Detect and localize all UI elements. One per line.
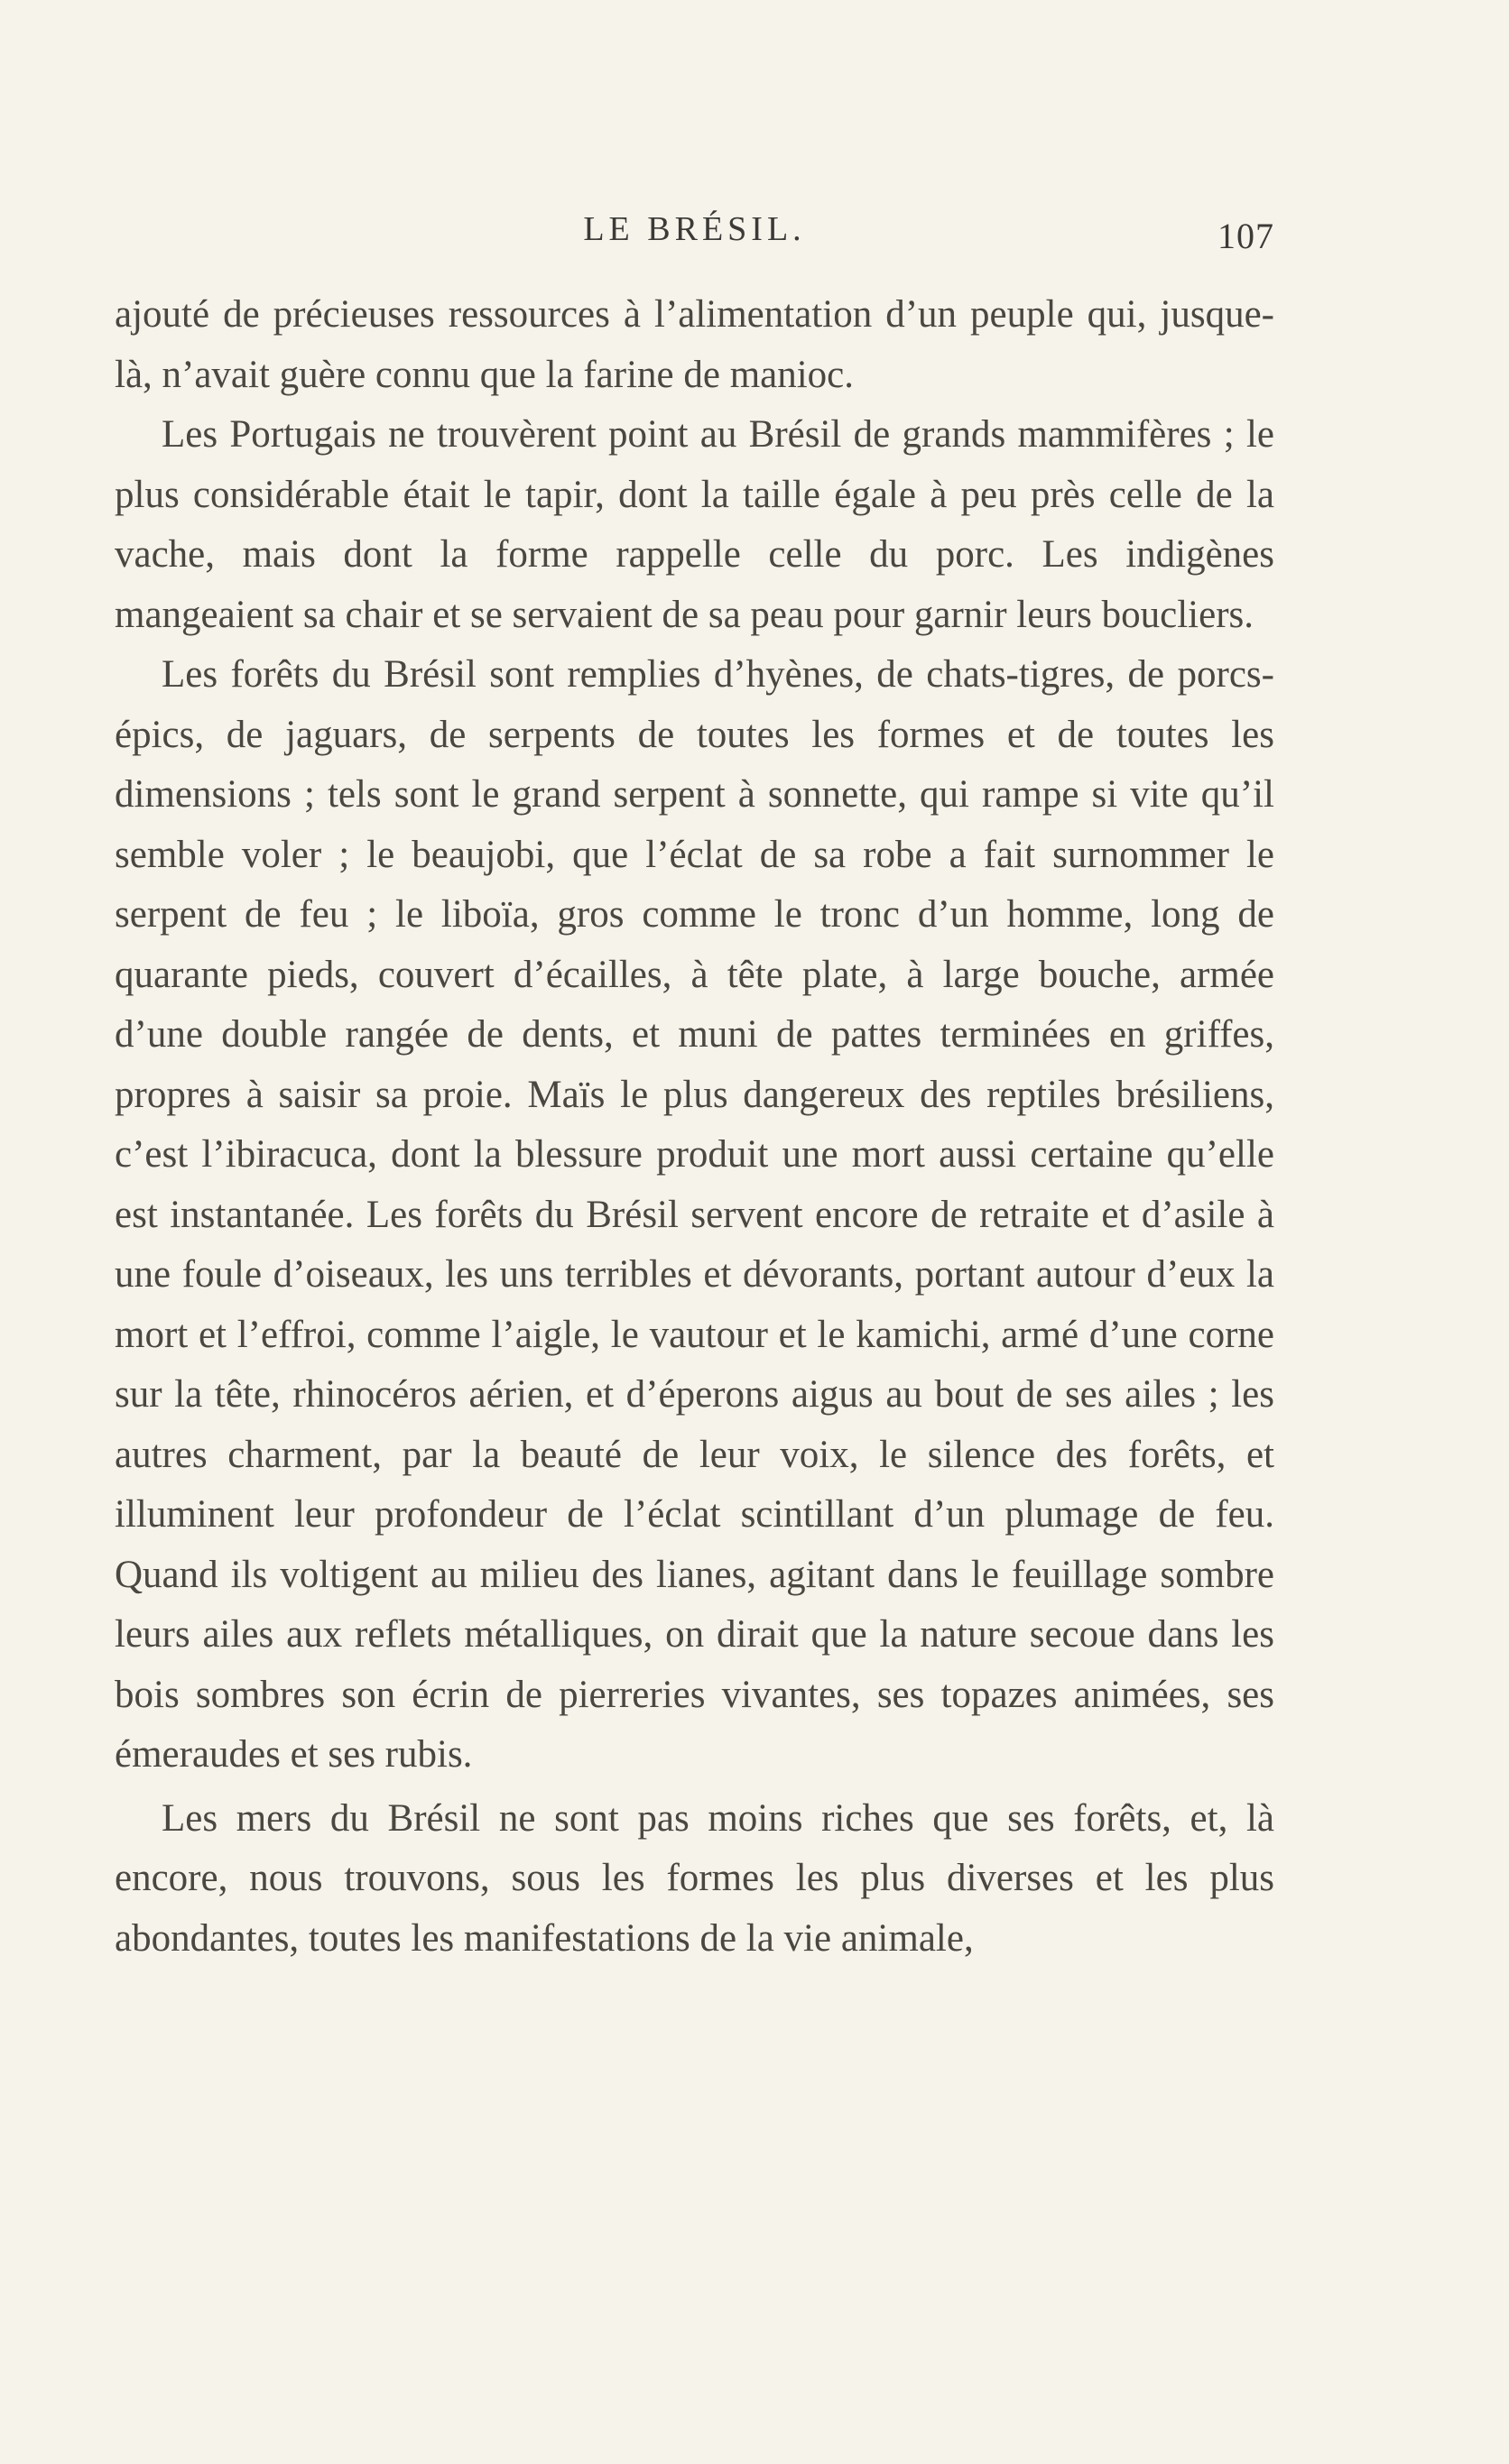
- paragraph-forests: Les forêts du Brésil sont remplies d’hyènes, de chats-tigres, de porcs-épics, de jaguars, de serpents de toutes les formes et de toutes les dimensions ; tels sont le grand serpent à sonnette, qui rampe si vite qu’il semble voler ; le beaujobi, que l’éclat de sa robe a fait surnommer le serpent de feu ; le liboïa, gros comme le tronc d’un homme, long de quarante pieds, couvert d’écailles, à tête plate, à large bouche, armée d’une double rangée de dents, et muni de pattes terminées en griffes, propres à saisir sa proie. Maïs le plus dangereux des reptiles brésiliens, c’est l’ibiracuca, dont la blessure produit une mort aussi certaine qu’elle est instantanée. Les forêts du Brésil servent encore de retraite et d’asile à une foule d’oiseaux, les uns terribles et dévorants, portant autour d’eux la mort et l’effroi, comme l’aigle, le vautour et le kamichi, armé d’une corne sur la tête, rhinocéros aérien, et d’éperons aigus au bout de ses ailes ; les autres charment, par la beauté de leur voix, le silence des forêts, et illuminent leur profondeur de l’éclat scintillant d’un plumage de feu. Quand ils voltigent au milieu des lianes, agitant dans le feuillage sombre leurs ailes aux reflets métalliques, on dirait que la nature secoue dans les bois sombres son écrin de pierreries vivantes, ses topazes animées, ses émeraudes et ses rubis.: [115, 653, 1274, 1776]
- running-title: LE BRÉSIL.: [583, 210, 806, 248]
- body-text: [115, 285, 1274, 1969]
- paragraph-mammals: Les Portugais ne trouvèrent point au Brésil de grands mammifères ; le plus considérable était le tapir, dont la taille égale à peu près celle de la vache, mais dont la forme rappelle celle du porc. Les indigènes mangeaient sa chair et se servaient de sa peau pour garnir leurs boucliers.: [115, 413, 1274, 636]
- paragraph-continuation: ajouté de précieuses ressources à l’alimentation d’un peuple qui, jusque-là, n’avait guère connu que la farine de manioc.: [115, 293, 1274, 396]
- paragraph-seas: Les mers du Brésil ne sont pas moins riches que ses forêts, et, là encore, nous trouvons, sous les formes les plus diverses et les plus abondantes, toutes les manifestations de la vie animale,: [115, 1796, 1274, 1960]
- page-header: [115, 209, 1274, 263]
- page-number: 107: [1217, 216, 1274, 256]
